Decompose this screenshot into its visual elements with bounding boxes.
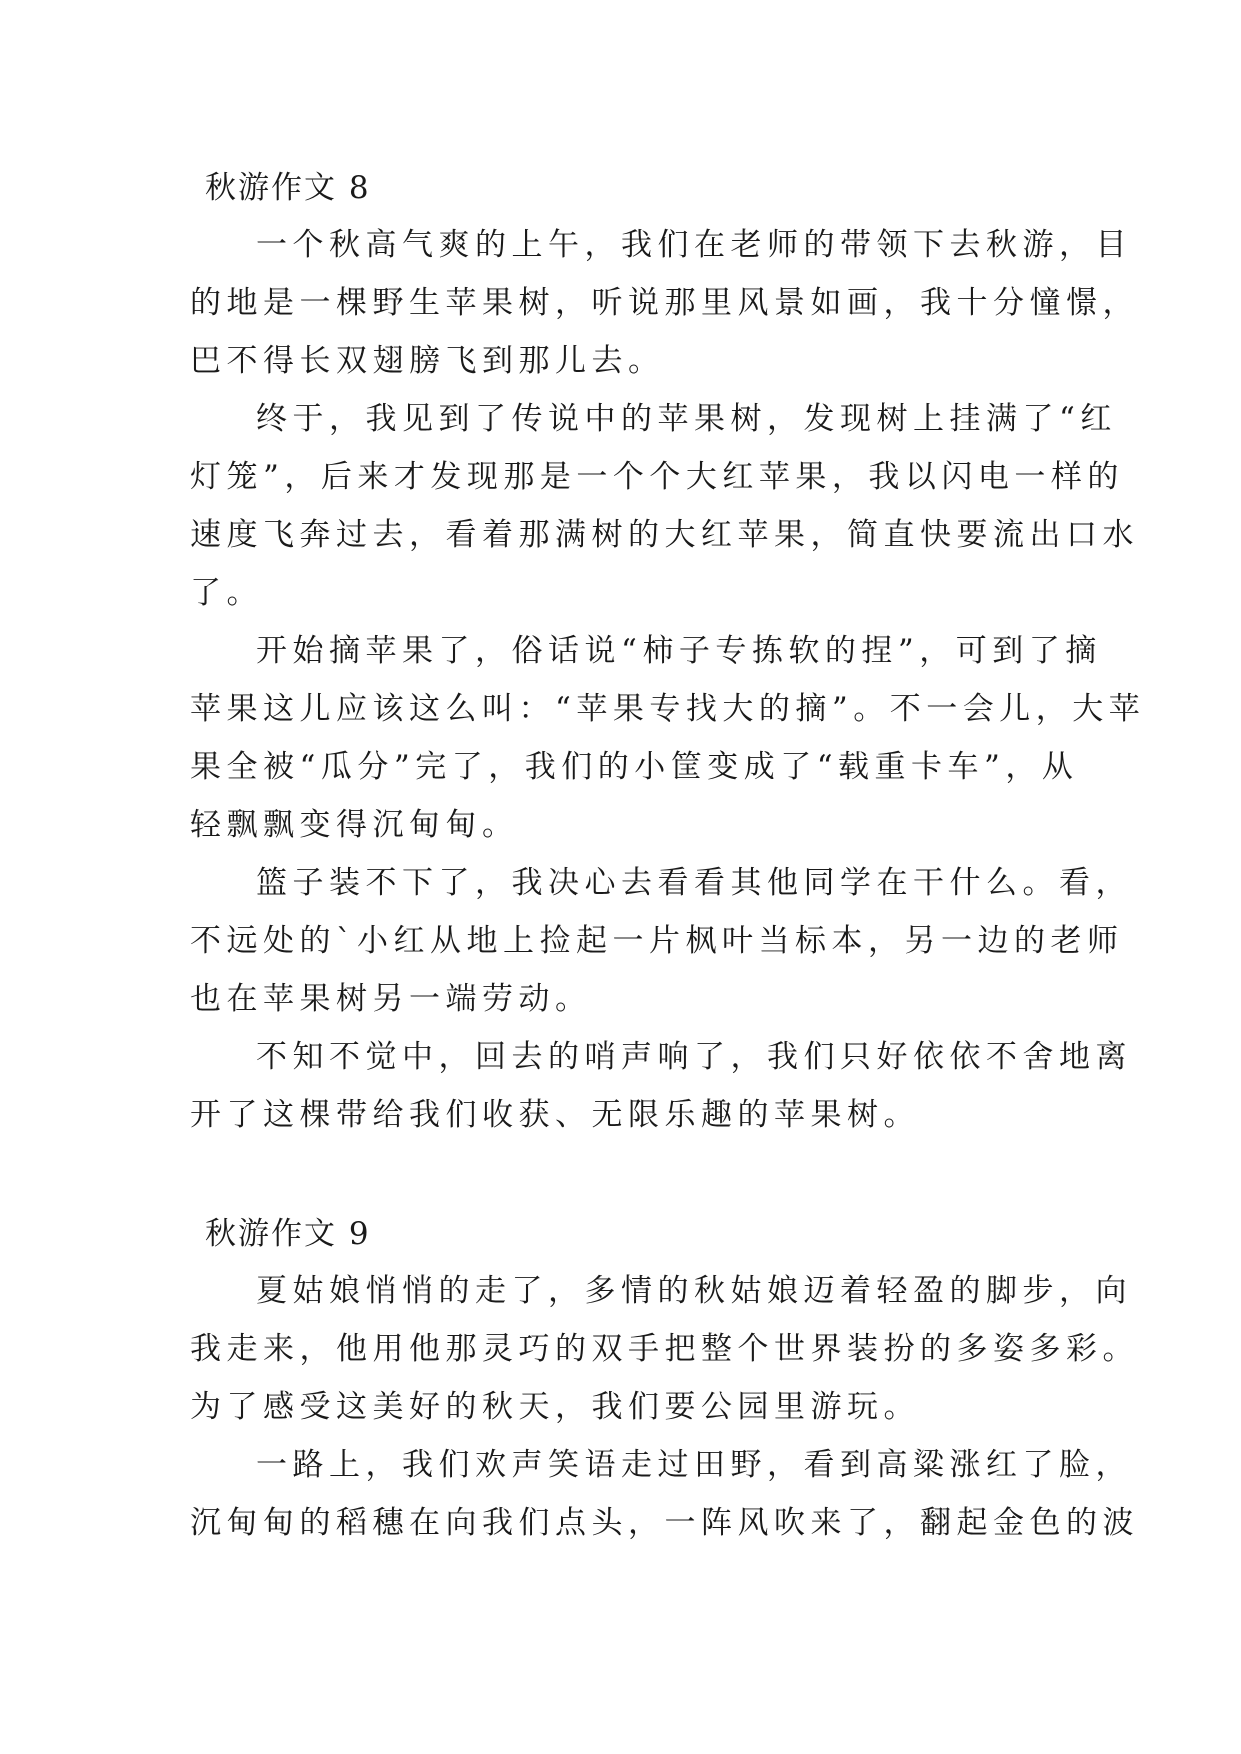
essay-title: 秋游作文 9 — [205, 1216, 371, 1252]
paragraph-line: 不远处的`小红从地上捡起一片枫叶当标本，另一边的老师 — [190, 923, 1124, 959]
essay-title: 秋游作文 8 — [205, 170, 371, 206]
paragraph-line: 一路上，我们欢声笑语走过田野，看到高粱涨红了脸， — [256, 1447, 1132, 1483]
paragraph-line: 了。 — [190, 575, 263, 611]
paragraph-line: 苹果这儿应该这么叫：“苹果专找大的摘”。不一会儿，大苹 — [190, 691, 1146, 727]
paragraph-line: 也在苹果树另一端劳动。 — [190, 981, 592, 1017]
paragraph-line: 轻飘飘变得沉甸甸。 — [190, 807, 519, 843]
paragraph-line: 灯笼”，后来才发现那是一个个大红苹果，我以闪电一样的 — [190, 459, 1124, 495]
paragraph-line: 篮子装不下了，我决心去看看其他同学在干什么。看， — [256, 865, 1132, 901]
paragraph-line: 开了这棵带给我们收获、无限乐趣的苹果树。 — [190, 1097, 920, 1133]
paragraph-line: 一个秋高气爽的上午，我们在老师的带领下去秋游，目 — [256, 227, 1132, 263]
paragraph-line: 终于，我见到了传说中的苹果树，发现树上挂满了“红 — [256, 401, 1117, 437]
paragraph-line: 开始摘苹果了，俗话说“柿子专拣软的捏”，可到了摘 — [256, 633, 1102, 669]
paragraph-line: 不知不觉中，回去的哨声响了，我们只好依依不舍地离 — [256, 1039, 1132, 1075]
paragraph-line: 为了感受这美好的秋天，我们要公园里游玩。 — [190, 1389, 920, 1425]
paragraph-line: 沉甸甸的稻穗在向我们点头，一阵风吹来了，翻起金色的波 — [190, 1505, 1139, 1541]
paragraph-line: 的地是一棵野生苹果树，听说那里风景如画，我十分憧憬， — [190, 285, 1139, 321]
paragraph-line: 夏姑娘悄悄的走了，多情的秋姑娘迈着轻盈的脚步，向 — [256, 1273, 1132, 1309]
paragraph-line: 速度飞奔过去，看着那满树的大红苹果，简直快要流出口水 — [190, 517, 1139, 553]
paragraph-line: 我走来，他用他那灵巧的双手把整个世界装扮的多姿多彩。 — [190, 1331, 1139, 1367]
paragraph-line: 果全被“瓜分”完了，我们的小筐变成了“载重卡车”，从 — [190, 749, 1079, 785]
paragraph-line: 巴不得长双翅膀飞到那儿去。 — [190, 343, 665, 379]
